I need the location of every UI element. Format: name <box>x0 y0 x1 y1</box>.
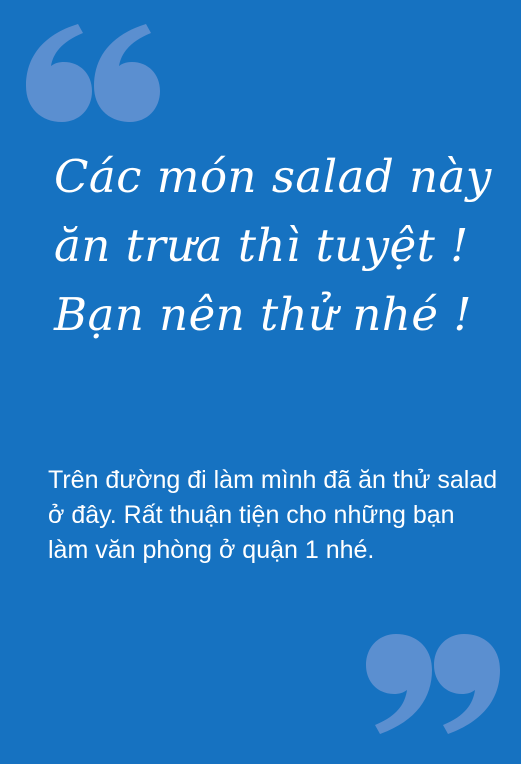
bottom-margin <box>0 764 521 769</box>
open-quote-icon <box>26 24 160 122</box>
close-quote-icon <box>366 634 500 734</box>
quote-headline: Các món salad này ăn trưa thì tuyệt ! Bạn nên thử nhé ! <box>54 150 492 341</box>
quote-body: Trên đường đi làm mình đã ăn thử salad ở đây. Rất thuận tiện cho những bạn làm văn phòng ở quận 1 nhé. <box>48 466 498 564</box>
